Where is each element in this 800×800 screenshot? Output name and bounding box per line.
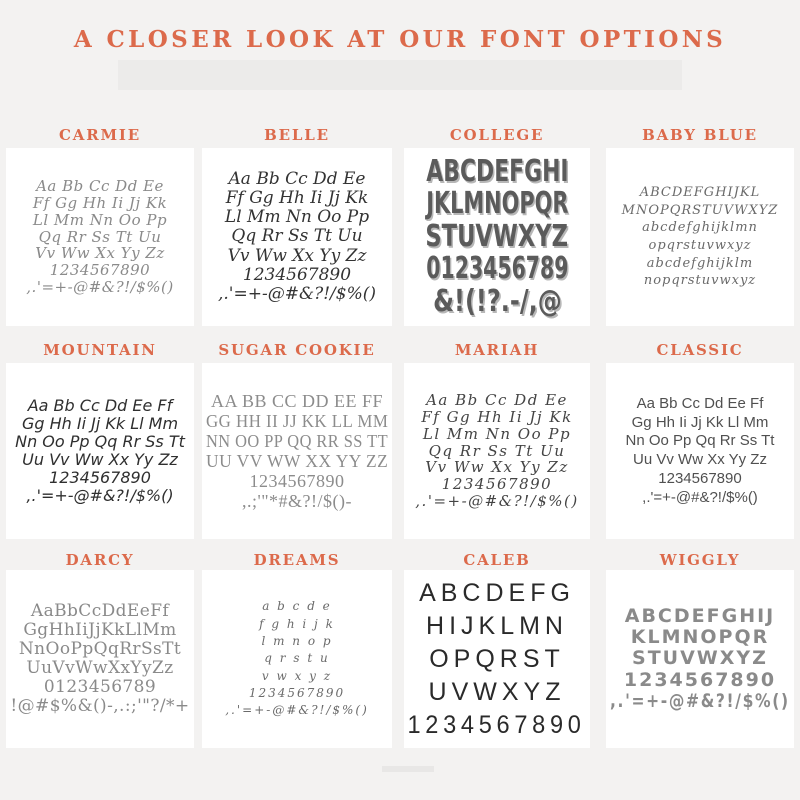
font-name: SUGAR COOKIE	[218, 341, 376, 359]
font-sample-card	[404, 363, 590, 539]
sample-line: UuVvWwXxYyZz	[26, 658, 174, 678]
font-sample-card	[606, 570, 794, 748]
sample-line: nopqrstuvwxyz	[643, 273, 757, 289]
sample-line: GgHhIiJjKkLlMm	[23, 619, 177, 640]
font-sample-belle	[202, 126, 392, 326]
sample-line: Ff Gg Hh Ii Jj Kk	[32, 194, 168, 212]
sample-line: Qq Rr Ss Tt Uu	[38, 227, 162, 246]
font-sample-card	[6, 148, 194, 326]
sample-line: 0123456789	[43, 677, 157, 698]
sample-line: 1234567890	[407, 710, 587, 739]
sample-line: 1234567890	[49, 261, 151, 280]
font-name: CLASSIC	[656, 341, 744, 359]
sample-line: Nn Oo Pp Qq Rr Ss Tt	[15, 432, 185, 452]
font-name: MOUNTAIN	[43, 341, 157, 359]
page-title: A CLOSER LOOK AT OUR FONT OPTIONS	[73, 26, 727, 53]
sample-line: ABCDEFGHI	[425, 154, 569, 190]
sample-line: KLMNOPQR	[630, 626, 770, 649]
sample-line: ,.;'"*#&?!/$()-	[241, 491, 353, 512]
font-sample-sugar-cookie	[202, 341, 392, 539]
font-sample-caleb	[404, 551, 590, 748]
sample-line: 1234567890	[249, 471, 345, 492]
sample-line: Ll Mm Nn Oo Pp	[32, 210, 168, 229]
font-sample-wiggly	[606, 551, 794, 748]
sample-line: AA BB CC DD EE FF	[210, 390, 384, 411]
sample-line: Vv Ww Xx Yy Zz	[425, 458, 569, 477]
sample-line: ,.'=+-@#&?!/$%()	[610, 689, 790, 712]
font-sample-card	[6, 363, 194, 539]
sample-line: 1234567890	[49, 467, 151, 487]
sample-line: !@#$%&()-,.:;'"?/*+	[10, 696, 190, 717]
font-name: CALEB	[463, 551, 531, 569]
sample-line: 1234567890	[623, 668, 777, 691]
sample-line: ,.'=+-@#&?!/$%()	[415, 491, 579, 510]
font-name: MARIAH	[454, 341, 540, 359]
sample-line: Ll Mm Nn Oo Pp	[422, 424, 572, 443]
sample-line: GG HH II JJ KK LL MM	[205, 410, 389, 431]
sample-line: Ff Gg Hh Ii Jj Kk	[225, 188, 369, 209]
sample-line: &!(!?.-/,@	[432, 283, 562, 319]
font-name: CARMIE	[59, 126, 141, 144]
sample-line: HIJKLMN	[426, 611, 568, 640]
footer-divider	[382, 766, 434, 772]
sample-line: ,.'=+-@#&?!/$%()	[225, 703, 369, 718]
font-sample-classic	[606, 341, 794, 539]
font-sample-darcy	[6, 551, 194, 748]
font-sample-dreams	[202, 551, 392, 748]
sample-line: Aa Bb Cc Dd Ee	[36, 177, 164, 196]
sample-line: AaBbCcDdEeFf	[30, 600, 170, 621]
font-sample-card	[202, 148, 392, 326]
font-sample-college	[404, 126, 590, 326]
sample-line: ABCDEFGHIJ	[624, 604, 776, 627]
sample-line: abcdefghijklmn	[642, 220, 758, 236]
sample-line: Nn Oo Pp Qq Rr Ss Tt	[625, 432, 775, 450]
sample-line: Qq Rr Ss Tt Uu	[428, 441, 566, 460]
sample-line: Ll Mm Nn Oo Pp	[224, 207, 370, 228]
sample-line: MNOPQRSTUVWXYZ	[621, 202, 779, 218]
sample-line: Aa Bb Cc Dd Ee Ff	[636, 394, 764, 412]
sample-line: q r s t u	[264, 651, 330, 666]
sample-line: OPQRST	[429, 644, 565, 673]
sample-line: Uu Vv Ww Xx Yy Zz	[633, 451, 767, 468]
sample-line: abcdefghijklm	[646, 255, 754, 271]
font-sample-card	[6, 570, 194, 748]
sample-line: 1234567890	[441, 475, 553, 494]
sample-line: Vv Ww Xx Yy Zz	[227, 245, 367, 266]
sample-line: Aa Bb Cc Dd Ee	[426, 391, 568, 410]
sample-line: UVWXYZ	[428, 677, 566, 706]
sample-line: Vv Ww Xx Yy Zz	[35, 244, 165, 263]
sample-line: Uu Vv Ww Xx Yy Zz	[22, 450, 178, 469]
sample-line: STUVWXYZ	[632, 647, 768, 670]
sample-line: opqrstuvwxyz	[648, 238, 752, 253]
font-sample-carmie	[6, 126, 194, 326]
sample-line: ,.'=+-@#&?!/$%()	[26, 277, 174, 296]
sample-line: 0123456789	[425, 251, 569, 287]
font-sample-card	[606, 148, 794, 326]
sample-line: ,.'=+-@#&?!/$%()	[26, 485, 174, 505]
sample-line: Gg Hh Ii Jj Kk Ll Mm	[631, 413, 769, 431]
sample-line: Gg Hh Ii Jj Kk Ll Mm	[21, 414, 179, 434]
sample-line: f g h i j k	[259, 616, 335, 631]
font-name: DARCY	[65, 551, 135, 569]
sample-line: Aa Bb Cc Dd Ee Ff	[27, 396, 173, 416]
font-name: BABY BLUE	[642, 126, 758, 144]
font-name: BELLE	[264, 126, 330, 144]
sample-line: STUVWXYZ	[425, 218, 569, 254]
sample-line: NN OO PP QQ RR SS TT	[205, 430, 389, 451]
font-sample-card	[404, 570, 590, 748]
sample-line: ,.'=+-@#&?!/$%()	[642, 488, 758, 506]
sample-line: Aa Bb Cc Dd Ee	[228, 169, 366, 190]
sample-line: 1234567890	[248, 686, 346, 701]
sample-line: ABCDEFGHIJKL	[639, 185, 761, 201]
sample-line: Ff Gg Hh Ii Jj Kk	[421, 408, 573, 426]
sample-line: l m n o p	[261, 633, 333, 648]
sample-line: ,.'=+-@#&?!/$%()	[218, 283, 376, 304]
font-sample-mountain	[6, 341, 194, 539]
font-name: COLLEGE	[449, 126, 545, 144]
sample-line: JKLMNOPQR	[425, 186, 569, 222]
sample-line: 1234567890	[242, 264, 352, 285]
sample-line: ABCDEFG	[419, 578, 575, 607]
sample-line: v w x y z	[261, 668, 333, 683]
font-sample-card	[606, 363, 794, 539]
font-sample-baby-blue	[606, 126, 794, 326]
sample-line: NnOoPpQqRrSsTt	[18, 638, 182, 659]
font-sample-mariah	[404, 341, 590, 539]
sample-line: 1234567890	[658, 469, 742, 487]
font-sample-card	[404, 148, 590, 326]
sample-line: a b c d e	[262, 599, 332, 614]
font-name: WIGGLY	[659, 551, 741, 569]
font-sample-card	[202, 570, 392, 748]
sample-line: Qq Rr Ss Tt Uu	[231, 226, 363, 247]
font-sample-card	[202, 363, 392, 539]
sample-line: UU VV WW XX YY ZZ	[205, 451, 389, 471]
font-name: DREAMS	[253, 551, 341, 569]
